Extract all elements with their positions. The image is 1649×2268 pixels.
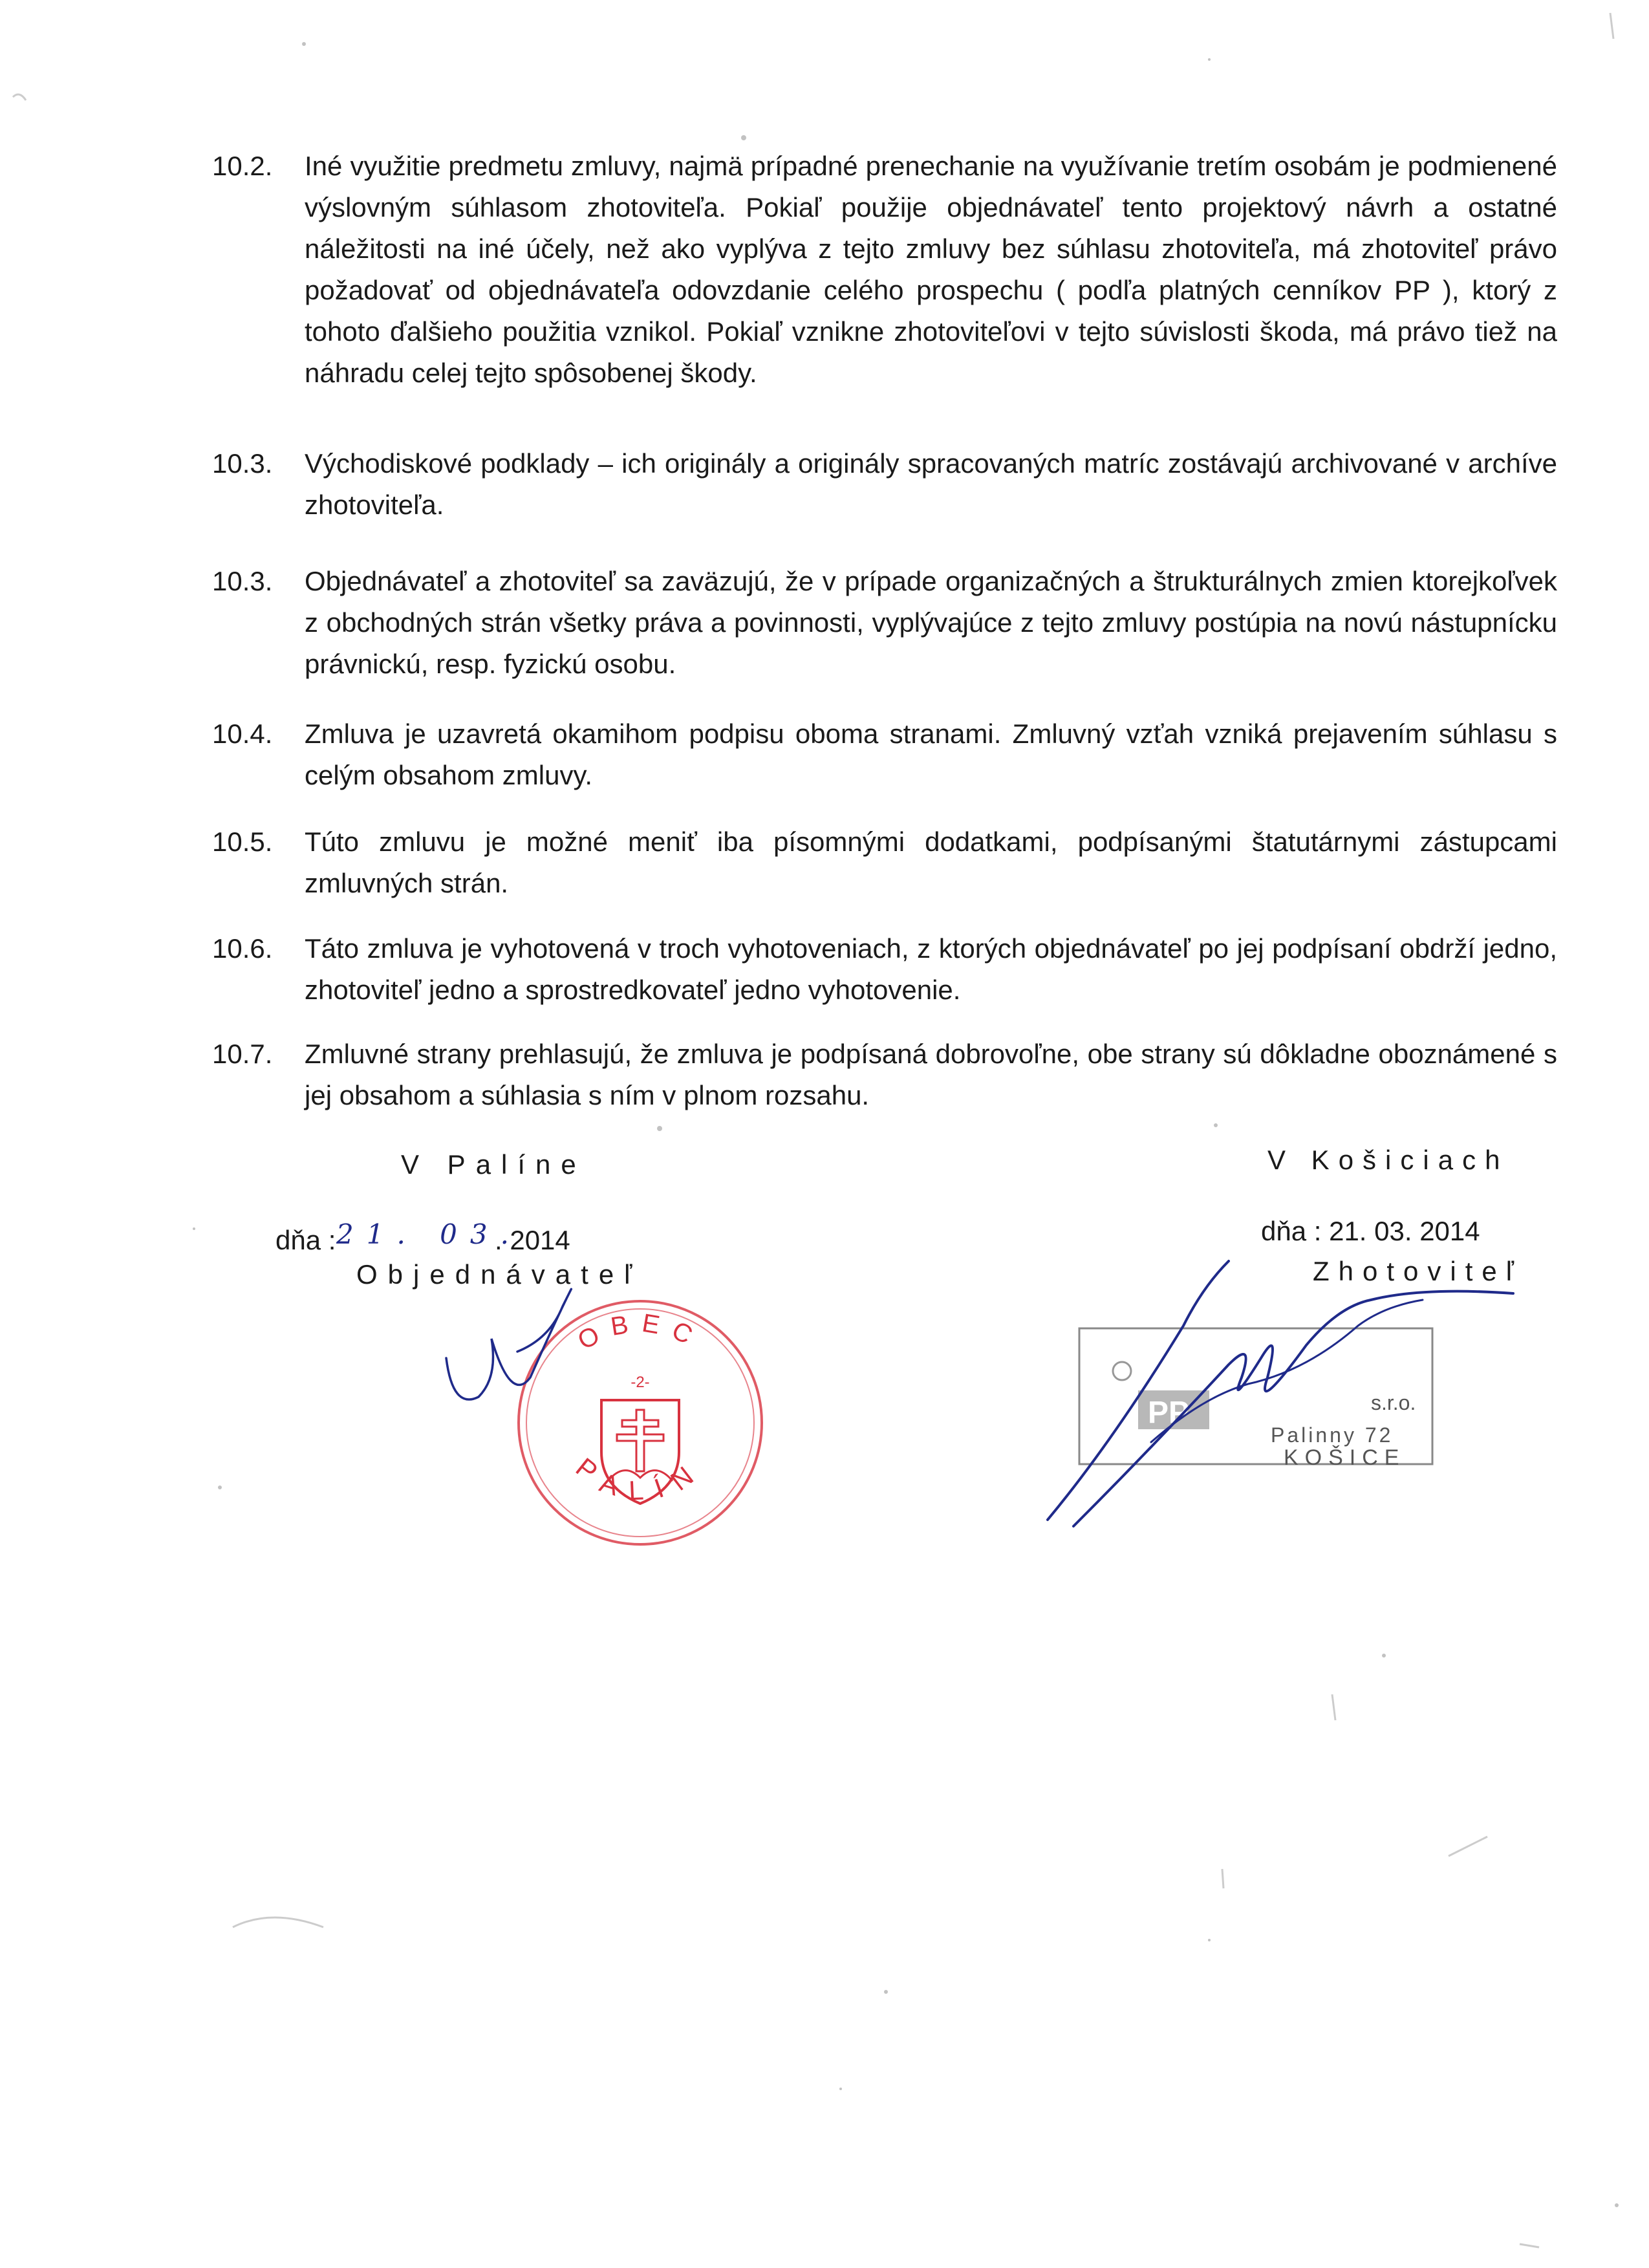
clause-text: Iné využitie predmetu zmluvy, najmä prípadné prenechanie na využívanie tretím osobám je podmienené výslovným súhlasom zhotoviteľa. Pokiaľ použije objednávateľ tento projektový návrh a ostatné náležitosti na iné účely, než ako vyplýva z tejto zmluvy bez súhlasu zhotoviteľa, má zhotoviteľ právo požadovať od objednávateľa odovzdanie celého prospechu ( podľa platných cenníkov PP ), ktorý z tohoto ďalšieho použitia vznikol. Pokiaľ vznikne zhotoviteľovi v tejto súvislosti škoda, má právo tiež na náhradu celej tejto spôsobenej škody. [305, 151, 1557, 388]
clause-number: 10.6. [212, 933, 273, 964]
stamp-top-text: OBEC [573, 1308, 707, 1355]
left-role: Objednávateľ [356, 1259, 643, 1290]
right-role: Zhotoviteľ [1313, 1256, 1524, 1286]
left-date-label: dňa : [275, 1225, 336, 1255]
left-date-handwritten: 21. 03. [336, 1218, 522, 1250]
company-stamp-line1: s.r.o. [1371, 1391, 1416, 1414]
left-date-year: . 2014 [495, 1225, 570, 1255]
right-date: dňa : 21. 03. 2014 [1261, 1216, 1480, 1246]
clause-number: 10.3. [212, 566, 273, 596]
clause-text: Východiskové podklady – ich originály a originály spracovaných matríc zostávajú archivované v archíve zhotoviteľa. [305, 448, 1557, 520]
clause-text: Túto zmluvu je možné meniť iba písomnými dodatkami, podpísanými štatutárnymi zástupcami zmluvných strán. [305, 826, 1557, 898]
company-stamp-line2: Palinny 72 [1271, 1423, 1394, 1447]
svg-text:PP: PP [1148, 1396, 1190, 1430]
clause-number: 10.5. [212, 826, 273, 857]
clause-number: 10.2. [212, 151, 273, 181]
clause-number: 10.3. [212, 448, 273, 479]
stamp-bottom-text: PALÍN [570, 1451, 711, 1506]
company-stamp-line3: KOŠICE [1284, 1445, 1406, 1470]
left-place: V Palíne [401, 1149, 587, 1180]
clause-number: 10.7. [212, 1039, 273, 1069]
right-place: V Košiciach [1267, 1145, 1509, 1175]
clause-text: Zmluvné strany prehlasujú, že zmluva je podpísaná dobrovoľne, obe strany sú dôkladne oboznámené s jej obsahom a súhlasia s ním v plnom rozsahu. [305, 1039, 1557, 1110]
clause-text: Objednávateľ a zhotoviteľ sa zaväzujú, že v prípade organizačných a štrukturálnych zmien ktorejkoľvek z obchodných strán všetky práva a povinnosti, vyplývajúce z tejto zmluvy postúpia na novú nástupnícku právnickú, resp. fyzickú osobu. [305, 566, 1557, 679]
clause-text: Zmluva je uzavretá okamihom podpisu oboma stranami. Zmluvný vzťah vzniká prejavením súhlasu s celým obsahom zmluvy. [305, 718, 1557, 790]
clause-number: 10.4. [212, 718, 273, 749]
stamp-middle-text: -2- [630, 1374, 650, 1391]
clause-text: Táto zmluva je vyhotovená v troch vyhotoveniach, z ktorých objednávateľ po jej podpísaní obdrží jedno, zhotoviteľ jedno a sprostredkovateľ jedno vyhotovenie. [305, 933, 1557, 1005]
